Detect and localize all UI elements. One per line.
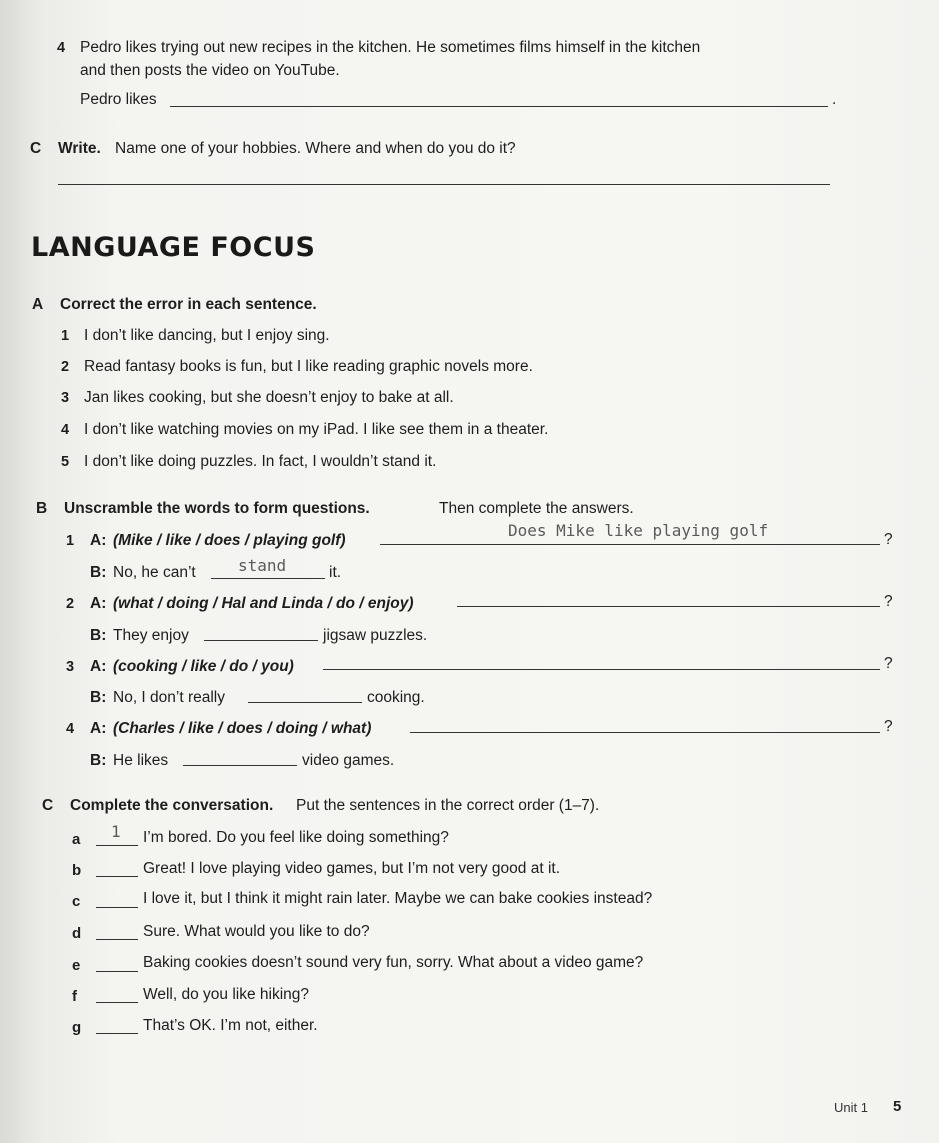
answer-pre: They enjoy bbox=[113, 627, 189, 644]
order-blank[interactable] bbox=[96, 1033, 138, 1034]
speaker-b-label: B: bbox=[90, 689, 107, 706]
item-number: 2 bbox=[61, 359, 70, 375]
order-blank[interactable] bbox=[96, 876, 138, 877]
question-mark: ? bbox=[884, 655, 893, 672]
scrambled-words: (what / doing / Hal and Linda / do / enjoy) bbox=[113, 595, 414, 612]
item-letter: c bbox=[72, 893, 81, 910]
item-number: 1 bbox=[66, 533, 75, 549]
answer-end: . bbox=[832, 91, 837, 108]
item-letter: f bbox=[72, 988, 77, 1005]
speaker-a-label: A: bbox=[90, 658, 107, 675]
handwritten-answer: Does Mike like playing golf bbox=[508, 521, 769, 540]
item-sentence: I don’t like watching movies on my iPad. I like see them in a theater. bbox=[84, 421, 549, 438]
order-blank[interactable] bbox=[96, 1002, 138, 1003]
answer-post: jigsaw puzzles. bbox=[323, 627, 428, 644]
item-text-line2: and then posts the video on YouTube. bbox=[80, 62, 340, 79]
section-letter: C bbox=[30, 140, 42, 157]
item-number: 4 bbox=[57, 40, 66, 56]
item-letter: a bbox=[72, 831, 81, 848]
item-number: 5 bbox=[61, 454, 70, 470]
item-letter: g bbox=[72, 1019, 82, 1036]
speaker-a-label: A: bbox=[90, 595, 107, 612]
section-letter: C bbox=[42, 797, 54, 814]
answer-prefix: Pedro likes bbox=[80, 91, 157, 108]
conversation-line: I love it, but I think it might rain later. Maybe we can bake cookies instead? bbox=[143, 890, 653, 907]
handwritten-answer: 1 bbox=[111, 822, 121, 841]
order-blank[interactable] bbox=[96, 939, 138, 940]
write-instruction: Name one of your hobbies. Where and when do you do it? bbox=[115, 140, 516, 157]
section-instruction: Then complete the answers. bbox=[439, 500, 634, 517]
question-answer-line[interactable] bbox=[457, 606, 880, 607]
item-number: 4 bbox=[66, 721, 75, 737]
question-answer-line[interactable] bbox=[380, 544, 880, 545]
question-answer-line[interactable] bbox=[323, 669, 880, 670]
question-mark: ? bbox=[884, 531, 893, 548]
order-blank[interactable] bbox=[96, 971, 138, 972]
item-letter: e bbox=[72, 957, 81, 974]
item-number: 3 bbox=[66, 659, 75, 675]
conversation-line: I’m bored. Do you feel like doing something? bbox=[143, 829, 449, 846]
answer-line[interactable] bbox=[170, 106, 828, 107]
section-instruction-bold: Unscramble the words to form questions. bbox=[64, 500, 370, 517]
order-blank[interactable] bbox=[96, 845, 138, 846]
conversation-line: That’s OK. I’m not, either. bbox=[143, 1017, 318, 1034]
item-letter: b bbox=[72, 862, 82, 879]
answer-blank[interactable] bbox=[248, 702, 362, 703]
page-number: 5 bbox=[893, 1098, 902, 1115]
item-number: 3 bbox=[61, 390, 70, 406]
speaker-a-label: A: bbox=[90, 532, 107, 549]
section-heading: LANGUAGE FOCUS bbox=[31, 232, 316, 263]
answer-pre: No, he can’t bbox=[113, 564, 196, 581]
item-number: 2 bbox=[66, 596, 75, 612]
section-letter: B bbox=[36, 500, 48, 517]
item-sentence: Read fantasy books is fun, but I like reading graphic novels more. bbox=[84, 358, 533, 375]
answer-pre: No, I don’t really bbox=[113, 689, 225, 706]
scrambled-words: (Mike / like / does / playing golf) bbox=[113, 532, 346, 549]
section-instruction: Correct the error in each sentence. bbox=[60, 296, 317, 313]
answer-blank[interactable] bbox=[183, 765, 297, 766]
handwritten-answer: stand bbox=[238, 556, 287, 575]
conversation-line: Sure. What would you like to do? bbox=[143, 923, 370, 940]
answer-post: video games. bbox=[302, 752, 395, 769]
item-number: 4 bbox=[61, 422, 70, 438]
section-instruction-bold: Complete the conversation. bbox=[70, 797, 274, 814]
answer-pre: He likes bbox=[113, 752, 169, 769]
item-sentence: Jan likes cooking, but she doesn’t enjoy to bake at all. bbox=[84, 389, 454, 406]
answer-blank[interactable] bbox=[211, 578, 325, 579]
order-blank[interactable] bbox=[96, 907, 138, 908]
scrambled-words: (cooking / like / do / you) bbox=[113, 658, 294, 675]
speaker-a-label: A: bbox=[90, 720, 107, 737]
speaker-b-label: B: bbox=[90, 627, 107, 644]
conversation-line: Baking cookies doesn’t sound very fun, sorry. What about a video game? bbox=[143, 954, 644, 971]
answer-post: it. bbox=[329, 564, 342, 581]
item-sentence: I don’t like dancing, but I enjoy sing. bbox=[84, 327, 330, 344]
question-answer-line[interactable] bbox=[410, 732, 880, 733]
item-letter: d bbox=[72, 925, 82, 942]
item-sentence: I don’t like doing puzzles. In fact, I wouldn’t stand it. bbox=[84, 453, 437, 470]
section-letter: A bbox=[32, 296, 44, 313]
speaker-b-label: B: bbox=[90, 564, 107, 581]
write-answer-line[interactable] bbox=[58, 184, 830, 185]
answer-blank[interactable] bbox=[204, 640, 318, 641]
question-mark: ? bbox=[884, 593, 893, 610]
speaker-b-label: B: bbox=[90, 752, 107, 769]
footer-unit: Unit 1 bbox=[834, 1100, 868, 1115]
answer-post: cooking. bbox=[367, 689, 425, 706]
item-number: 1 bbox=[61, 328, 70, 344]
scrambled-words: (Charles / like / does / doing / what) bbox=[113, 720, 372, 737]
section-instruction: Put the sentences in the correct order (1–7). bbox=[296, 797, 600, 814]
item-text-line1: Pedro likes trying out new recipes in the kitchen. He sometimes films himself in the kitchen bbox=[80, 39, 701, 56]
conversation-line: Great! I love playing video games, but I’m not very good at it. bbox=[143, 860, 560, 877]
question-mark: ? bbox=[884, 718, 893, 735]
conversation-line: Well, do you like hiking? bbox=[143, 986, 309, 1003]
write-instruction-bold: Write. bbox=[58, 140, 101, 157]
